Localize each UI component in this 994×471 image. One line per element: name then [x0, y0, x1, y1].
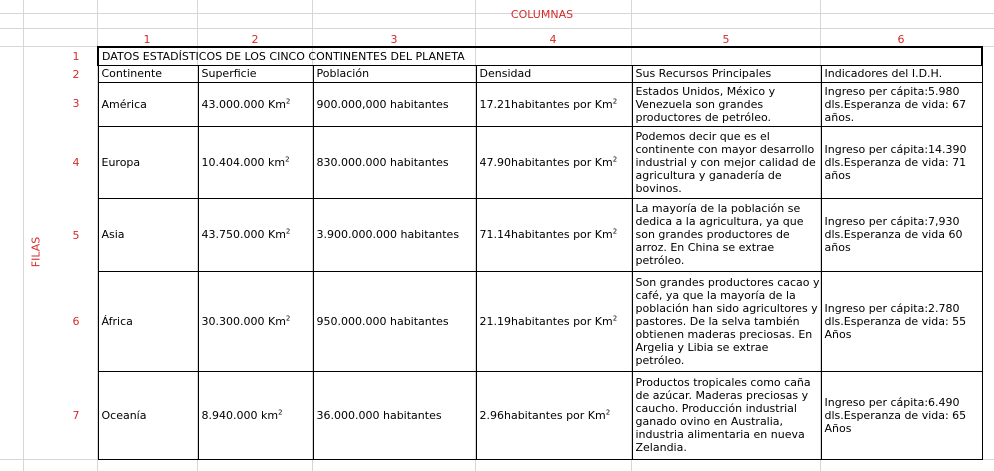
continent-cell[interactable]: América — [98, 82, 198, 126]
hdi-cell[interactable]: Ingreso per cápita:5.980 dls.Esperanza de vida: 67 años. — [821, 82, 982, 126]
row-number: 4 — [72, 156, 80, 169]
density-value: 17.21habitantes por Km — [479, 97, 613, 111]
header-cell[interactable]: Indicadores del I.D.H. — [821, 65, 982, 82]
population-cell[interactable]: 3.900.000.000 habitantes — [313, 198, 476, 271]
density-cell[interactable] — [476, 126, 632, 198]
area-value: 30.300.000 Km — [201, 314, 286, 328]
area-cell[interactable] — [198, 198, 313, 271]
density-value: 47.90habitantes por Km — [479, 155, 613, 169]
area-value: 10.404.000 km — [201, 155, 286, 169]
rows-title: FILAS — [29, 236, 43, 268]
continent-cell[interactable]: Asia — [98, 198, 198, 271]
superscript: 2 — [605, 407, 611, 416]
column-number: 3 — [390, 33, 398, 46]
resources-cell[interactable]: Podemos decir que es el continente con mayor desarrollo industrial y con mejor calidad de agricultura y ganadería de bovinos. — [632, 126, 821, 198]
population-cell[interactable]: 950.000.000 habitantes — [313, 271, 476, 371]
density-value: 2.96habitantes por Km — [479, 408, 606, 422]
table-row — [98, 126, 982, 198]
table-row — [98, 271, 982, 371]
density-value: 71.14habitantes por Km — [479, 228, 613, 241]
row-number: 3 — [72, 97, 80, 110]
continent-cell[interactable]: Europa — [98, 126, 198, 198]
column-number: 4 — [549, 33, 557, 46]
superscript: 2 — [612, 313, 618, 322]
density-cell[interactable] — [476, 198, 632, 271]
area-value: 8.940.000 km — [201, 408, 279, 422]
area-value: 43.750.000 Km — [201, 228, 286, 241]
row-number: 5 — [72, 229, 80, 242]
row-number: 7 — [72, 409, 80, 422]
header-cell[interactable]: Superficie — [198, 65, 313, 82]
hdi-cell[interactable]: Ingreso per cápita:2.780 dls.Esperanza de vida: 55 Años — [821, 271, 982, 371]
superscript: 2 — [285, 227, 291, 236]
resources-cell[interactable]: Productos tropicales como caña de azúcar. Maderas preciosas y caucho. Producción industrial ganado ovino en Australia, industria alimentaria en nueva Zelandia. — [632, 371, 821, 459]
columns-title: COLUMNAS — [510, 8, 574, 21]
column-number: 6 — [897, 33, 905, 46]
superscript: 2 — [285, 313, 291, 322]
superscript: 2 — [612, 227, 618, 236]
column-number: 5 — [722, 33, 730, 46]
area-cell[interactable] — [198, 271, 313, 371]
density-value: 21.19habitantes por Km — [479, 314, 613, 328]
table-title[interactable]: DATOS ESTADÍSTICOS DE LOS CINCO CONTINENTES DEL PLANETA — [98, 47, 982, 65]
table-row — [98, 198, 982, 271]
table-row — [98, 371, 982, 459]
column-number: 2 — [251, 33, 259, 46]
superscript: 2 — [612, 154, 618, 163]
superscript: 2 — [285, 154, 290, 163]
header-cell[interactable]: Población — [313, 65, 476, 82]
hdi-cell[interactable]: Ingreso per cápita:7,930 dls.Esperanza de vida 60 años — [821, 198, 982, 271]
area-cell[interactable] — [198, 126, 313, 198]
row-number: 6 — [72, 315, 80, 328]
header-cell[interactable]: Sus Recursos Principales — [632, 65, 821, 82]
area-cell[interactable] — [198, 371, 313, 459]
density-cell[interactable] — [476, 82, 632, 126]
table-row — [98, 82, 982, 126]
area-value: 43.000.000 Km — [201, 97, 286, 111]
resources-cell[interactable]: Son grandes productores cacao y café, ya que la mayoría de la población han sido agricultores y pastores. De la selva también obtienen maderas preciosas. En Argelia y Libia se extrae petróleo. — [632, 271, 821, 371]
area-cell[interactable] — [198, 82, 313, 126]
resources-cell[interactable]: La mayoría de la población se dedica a la agricultura, ya que son grandes productores de arroz. En China se extrae petróleo. — [632, 198, 821, 271]
superscript: 2 — [612, 96, 618, 105]
continent-cell[interactable]: Oceanía — [98, 371, 198, 459]
row-number: 2 — [72, 68, 80, 81]
hdi-cell[interactable]: Ingreso per cápita:6.490 dls.Esperanza de vida: 65 Años — [821, 371, 982, 459]
header-cell[interactable]: Densidad — [476, 65, 632, 82]
continents-data-table — [97, 46, 983, 460]
column-number: 1 — [143, 33, 151, 46]
header-cell[interactable]: Continente — [98, 65, 198, 82]
resources-cell[interactable]: Estados Unidos, México y Venezuela son grandes productores de petróleo. — [632, 82, 821, 126]
population-cell[interactable]: 830.000.000 habitantes — [313, 126, 476, 198]
superscript: 2 — [285, 96, 291, 105]
population-cell[interactable]: 900.000,000 habitantes — [313, 82, 476, 126]
density-cell[interactable] — [476, 371, 632, 459]
superscript: 2 — [278, 407, 283, 416]
density-cell[interactable] — [476, 271, 632, 371]
hdi-cell[interactable]: Ingreso per cápita:14.390 dls.Esperanza de vida: 71 años — [821, 126, 982, 198]
row-number: 1 — [72, 50, 80, 63]
population-cell[interactable]: 36.000.000 habitantes — [313, 371, 476, 459]
continent-cell[interactable]: África — [98, 271, 198, 371]
